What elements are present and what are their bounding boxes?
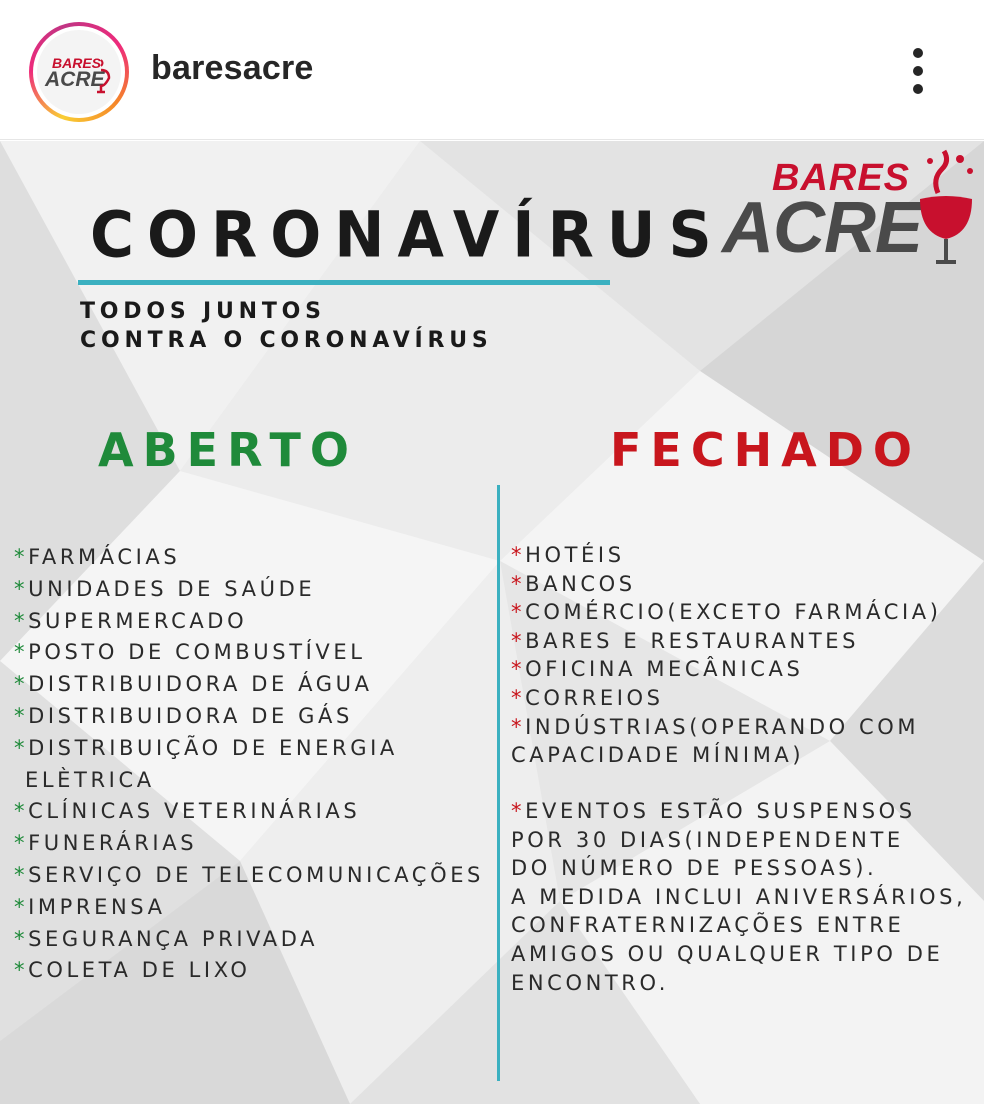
subtitle-line: CONTRA O CORONAVÍRUS [80,328,493,353]
post-image[interactable] [0,141,984,1104]
list-item: *DISTRIBUIDORA DE ÁGUA [14,672,373,697]
list-item: *CLÍNICAS VETERINÁRIAS [14,799,361,824]
post-title: CORONAVÍRUS [90,199,725,273]
title-underline [78,280,610,285]
list-item: *BANCOS [511,571,636,596]
list-item: *OFICINA MECÂNICAS [511,657,804,682]
events-notice [511,797,981,997]
brand-logo-bottom: ACRE [722,188,923,268]
open-heading: ABERTO [98,423,358,477]
wine-glass-icon [916,141,980,271]
list-item: *DISTRIBUIÇÃO DE ENERGIA [14,735,398,760]
list-item-continuation: CAPACIDADE MÍNIMA) [511,743,805,768]
events-line: POR 30 DIAS(INDEPENDENTE [511,827,904,852]
events-line: DO NÚMERO DE PESSOAS). [511,856,878,881]
list-item: *IMPRENSA [14,894,166,919]
avatar-logo [37,30,121,114]
closed-list [511,541,981,770]
list-item: *COLETA DE LIXO [14,958,251,983]
list-item: *POSTO DE COMBUSTÍVEL [14,640,366,665]
more-options-icon[interactable] [904,46,932,96]
post-subtitle [80,297,493,355]
brand-logo-top: BARES [772,157,911,199]
list-item: *DISTRIBUIDORA DE GÁS [14,703,353,728]
list-item: *BARES E RESTAURANTES [511,628,860,653]
avatar[interactable] [29,22,129,122]
avatar-logo-bottom: ACRE [45,68,105,91]
list-item: *SUPERMERCADO [14,608,248,633]
events-line: CONFRATERNIZAÇÕES ENTRE [511,913,905,938]
list-item-continuation: ELÈTRICA [25,767,155,792]
open-list [14,542,498,987]
events-line: A MEDIDA INCLUI ANIVERSÁRIOS, [511,884,967,909]
list-item: *CORREIOS [511,685,664,710]
list-item: *SEGURANÇA PRIVADA [14,926,319,951]
events-line: ENCONTRO. [511,970,670,995]
list-item: *SERVIÇO DE TELECOMUNICAÇÕES [14,862,484,887]
list-item: *HOTÉIS [511,543,625,567]
subtitle-line: TODOS JUNTOS [80,299,326,324]
list-item: *COMÉRCIO(EXCETO FARMÁCIA) [511,600,942,625]
events-line: *EVENTOS ESTÃO SUSPENSOS [511,799,916,823]
events-line: AMIGOS OU QUALQUER TIPO DE [511,941,944,966]
avatar-logo-top: BARES [52,55,102,71]
closed-heading: FECHADO [610,423,921,477]
brand-logo [720,141,984,281]
list-item: *FUNERÁRIAS [14,831,198,856]
list-item: *UNIDADES DE SAÚDE [14,576,316,601]
list-item: *FARMÁCIAS [14,545,181,569]
post-header [0,0,984,140]
list-item: *INDÚSTRIAS(OPERANDO COM [511,714,920,739]
username[interactable]: baresacre [151,49,314,87]
